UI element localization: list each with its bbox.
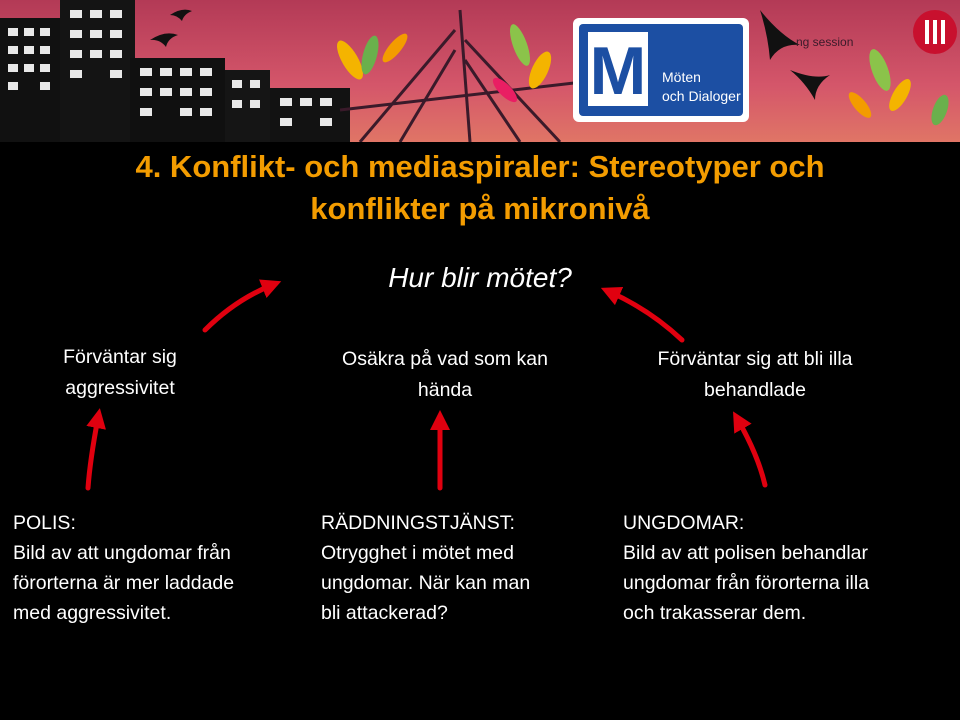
column-line: Otrygghet i mötet med [321, 542, 514, 564]
column-line: ungdomar från förorterna illa [623, 572, 870, 594]
logo-letter: M [589, 33, 647, 109]
arrow-up-right [738, 420, 765, 485]
column-line: med aggressivitet. [13, 602, 172, 624]
slide-title-line2: konflikter på mikronivå [310, 191, 650, 226]
arrow-to-osakra [205, 285, 272, 330]
node-line: Förväntar sig [63, 346, 177, 368]
arrow-to-subtitle [610, 292, 682, 340]
slide-title-line1: 4. Konflikt- och mediaspiraler: Stereotyper och [135, 149, 825, 184]
arrow-up-left [88, 418, 98, 488]
column-polis [13, 508, 303, 628]
column-raddningstjanst [321, 508, 611, 628]
slide-subtitle: Hur blir mötet? [388, 262, 572, 293]
node-line: hända [417, 379, 473, 401]
node-line: aggressivitet [65, 377, 175, 399]
column-heading: RÄDDNINGSTJÄNST: [321, 512, 515, 534]
column-line: bli attackerad? [321, 602, 448, 624]
column-line: ungdomar. När kan man [321, 572, 531, 594]
column-heading: UNGDOMAR: [623, 512, 745, 534]
column-heading: POLIS: [13, 512, 76, 534]
column-line: och trakasserar dem. [623, 602, 807, 624]
column-line: Bild av att ungdomar från [13, 542, 231, 564]
node-line: Förväntar sig att bli illa [657, 348, 853, 370]
logo-line2: och Dialoger [662, 88, 741, 104]
logo-line1: Möten [662, 69, 701, 85]
node-line: behandlade [704, 379, 806, 401]
column-ungdomar [623, 508, 953, 628]
node-line: Osäkra på vad som kan [342, 348, 548, 370]
column-line: Bild av att polisen behandlar [623, 542, 868, 564]
watermark-text: ng session [796, 35, 854, 49]
column-line: förorterna är mer laddade [13, 572, 235, 594]
